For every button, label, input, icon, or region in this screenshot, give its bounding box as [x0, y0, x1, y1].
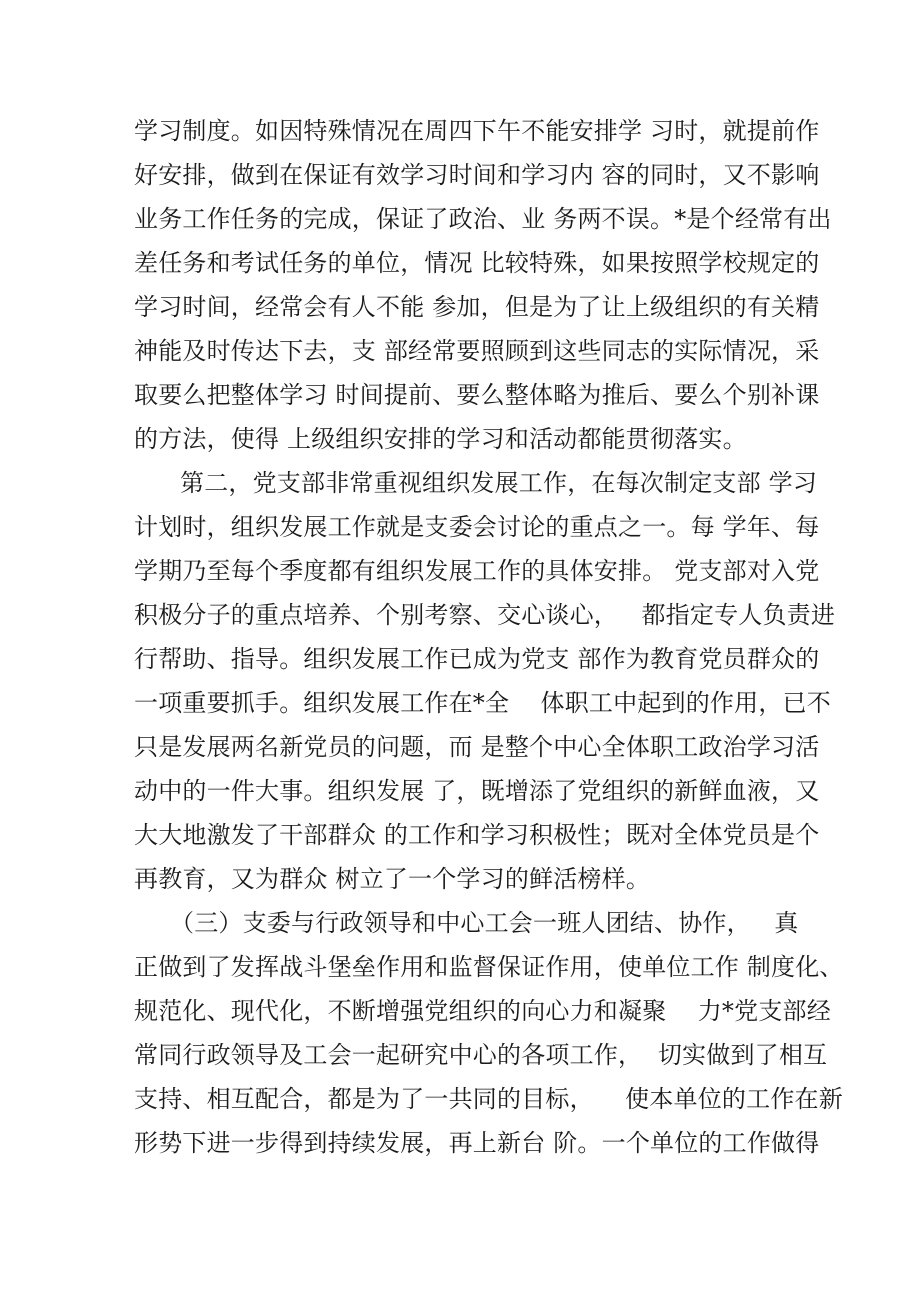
text-line: 取要么把整体学习 时间提前、要么整体略为推后、要么个别补课 — [134, 381, 820, 409]
text-line: 差任务和考试任务的单位，情况 比较特殊，如果按照学校规定的 — [134, 249, 820, 277]
text-line: 规范化、现代化，不断增强党组织的向心力和凝聚 力*党支部经 — [134, 997, 831, 1025]
text-line: 行帮助、指导。组织发展工作已成为党支 部作为教育党员群众的 — [134, 645, 820, 673]
paragraph-first-line: 第二，党支部非常重视组织发展工作，在每次制定支部 学习 — [180, 469, 818, 497]
section-heading-line: （三）支委与行政领导和中心工会一班人团结、协作， 真 — [170, 909, 799, 937]
text-line: 再教育，又为群众 树立了一个学习的鲜活榜样。 — [134, 865, 651, 893]
text-line: 学习时间，经常会有人不能 参加，但是为了让上级组织的有关精 — [134, 293, 820, 321]
text-line: 大大地激发了干部群众 的工作和学习积极性；既对全体党员是个 — [134, 821, 820, 849]
text-line: 积极分子的重点培养、个别考察、交心谈心， 都指定专人负责进 — [134, 601, 836, 629]
text-line: 计划时，组织发展工作就是支委会讨论的重点之一。每 学年、每 — [134, 513, 820, 541]
text-line: 动中的一件大事。组织发展 了，既增添了党组织的新鲜血液，又 — [134, 777, 820, 805]
text-line: 业务工作任务的完成，保证了政治、业 务两不误。*是个经常有出 — [134, 205, 832, 233]
text-line: 正做到了发挥战斗堡垒作用和监督保证作用，使单位工作 制度化、 — [134, 953, 844, 981]
text-line: 的方法，使得 上级组织安排的学习和活动都能贯彻落实。 — [134, 425, 747, 453]
text-line: 只是发展两名新党员的问题，而 是整个中心全体职工政治学习活 — [134, 733, 820, 761]
text-line: 学期乃至每个季度都有组织发展工作的具体安排。 党支部对入党 — [134, 557, 820, 585]
text-line: 常同行政领导及工会一起研究中心的各项工作， 切实做到了相互 — [134, 1041, 828, 1069]
text-line: 支持、相互配合，都是为了一共同的目标， 使本单位的工作在新 — [134, 1085, 843, 1113]
text-line: 神能及时传达下去，支 部经常要照顾到这些同志的实际情况，采 — [134, 337, 820, 365]
text-line: 形势下进一步得到持续发展，再上新台 阶。一个单位的工作做得 — [134, 1129, 820, 1157]
text-line: 一项重要抓手。组织发展工作在*全 体职工中起到的作用，已不 — [134, 689, 831, 717]
text-line: 学习制度。如因特殊情况在周四下午不能安排学 习时，就提前作 — [134, 117, 820, 145]
text-line: 好安排，做到在保证有效学习时间和学习内 容的同时，又不影响 — [134, 161, 820, 189]
